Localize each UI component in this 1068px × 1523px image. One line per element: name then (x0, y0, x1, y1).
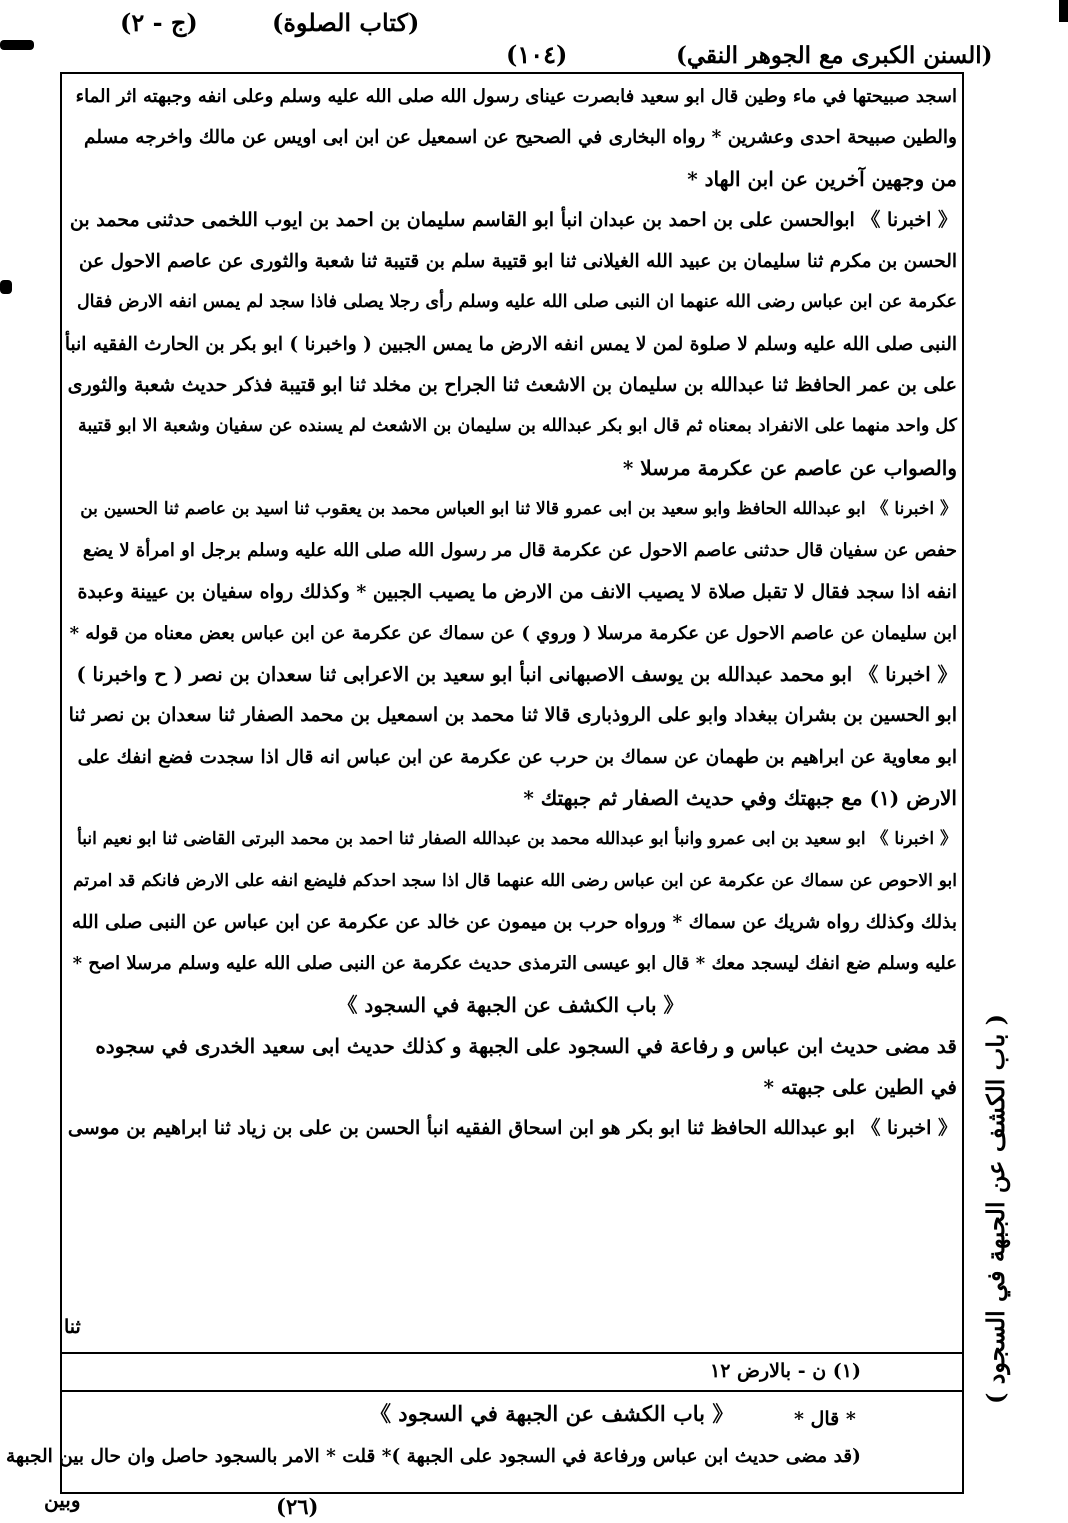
main-text (64, 76, 957, 1150)
margin-title: ( باب الكشف عن الجبهة في السجود ) (981, 1014, 1010, 1404)
text-line: من وجهين آخرين عن ابن الهاد * (687, 166, 957, 191)
text-line: النبى صلى الله عليه وسلم لا صلوة لمن لا يمس انفه الارض ما يمس الجبين ( واخبرنا ) ابو بكر بن الحارث الفقيه انبأ (64, 333, 957, 355)
text-line: على بن عمر الحافظ ثنا عبدالله بن سليمان بن الاشعث ثنا الجراح بن مخلد ثنا ابو قتيبة فذكر حديث شعبة والثورى (67, 374, 957, 397)
text-line: 《 اخبرنا 》 ابو سعيد بن ابى عمرو وانبأ ابو عبدالله محمد بن عبدالله الصفار ثنا احمد بن محمد البرتى القاضى ثنا ابو نعيم انبأ (77, 829, 957, 850)
footer-catchword: وبين (44, 1488, 81, 1512)
footnote-divider (60, 1352, 963, 1354)
text-line: انفه اذا سجد فقال لا تقبل صلاة لا يصيب الانف من الارض ما يصيب الجبين * وكذلك رواه سفيان بن عيينة وعبدة (77, 580, 957, 603)
text-line: ابو الحسين بن بشران ببغداد وابو على الروذبارى قالا ثنا محمد بن اسمعيل بن محمد الصفار ثنا سعدان بن نصر ثنا (68, 704, 957, 727)
text-line: عكرمة عن ابن عباس رضى الله عنهما ان النبى صلى الله عليه وسلم رأى رجلا يصلى فاذا سجد لم يمس انفه الارض فقال (76, 292, 957, 313)
text-line: ابن سليمان عن عاصم الاحول عن عكرمة مرسلا ( وروي ) عن سماك عن عكرمة عن ابن عباس بعض معناه من قوله * (69, 622, 957, 644)
header-chapter: (كتاب الصلوة) (272, 8, 420, 37)
commentary-line: (قد مضى حديث ابن عباس ورفاعة في السجود على الجبهة )* قلت * الامر بالسجود حاصل وان حال بين الجبهة (6, 1446, 861, 1467)
header-page-number: (١٠٤) (506, 40, 568, 69)
footer-page-number: (٢٦) (276, 1494, 319, 1519)
text-line: 《 اخبرنا 》 ابوالحسن على بن احمد بن عبدان انبأ ابو القاسم سليمان بن احمد بن ايوب اللخمى حدثنى محمد بن (69, 208, 957, 231)
commentary-title: 《 باب الكشف عن الجبهة في السجود 》 (370, 1401, 734, 1426)
scan-mark (0, 280, 12, 294)
header-book-title: (السنن الكبرى مع الجوهر النقي) (676, 42, 993, 69)
header-volume: (ج - ٢) (120, 8, 198, 37)
text-line: قد مضى حديث ابن عباس و رفاعة في السجود على الجبهة و كذلك حديث ابى سعيد الخدرى في سجوده (95, 1033, 957, 1058)
text-line: الحسن بن مكرم ثنا سليمان بن عبيد الله الغيلانى ثنا ابو قتيبة سلم بن قتيبة ثنا شعبة والثورى عن عاصم الاحول عن (79, 251, 957, 273)
scan-mark (0, 40, 34, 50)
text-line: حفص عن سفيان قال حدثنى عاصم الاحول عن عكرمة قال مر رسول الله صلى الله عليه وسلم برجل او امرأة لا يضع (82, 540, 957, 562)
commentary-divider (60, 1390, 963, 1392)
text-line: 《 اخبرنا 》 ابو عبدالله الحافظ وابو سعيد بن ابى عمرو قالا ثنا ابو العباس محمد بن يعقوب ثنا اسيد بن عاصم ثنا الحسين بن (80, 498, 957, 519)
chapter-heading: 《 باب الكشف عن الجبهة في السجود 》 (337, 992, 684, 1017)
text-line: والصواب عن عاصم عن عكرمة مرسلا * (622, 455, 957, 480)
text-line: اسجد صبيحتها في ماء وطين قال ابو سعيد فابصرت عيناى رسول الله صلى الله عليه وسلم وعلى انفه وجبهته اثر الماء (75, 86, 957, 107)
text-line: والطين صبيحة احدى وعشرين * رواه البخارى في الصحيح عن اسمعيل عن ابن ابى اويس عن مالك واخرجه مسلم (84, 127, 957, 149)
text-line: بذلك وكذلك رواه شريك عن سماك * ورواه حرب بن ميمون عن خالد عن عكرمة عن ابن عباس عن النبى صلى الله (71, 911, 957, 933)
text-line: ابو معاوية عن ابراهيم بن طهمان عن سماك بن حرب عن عكرمة عن ابن عباس انه قال اذا سجدت فضع انفك على (77, 746, 957, 768)
continuation-word: ثنا (64, 1316, 81, 1338)
text-line: كل واحد منهما على الانفراد بمعناه ثم قال ابو بكر عبدالله بن سليمان بن الاشعث لم يسنده عن سفيان وشعبة الا ابو قتيبة (77, 416, 957, 437)
commentary-qala: * قال * (794, 1408, 856, 1430)
scan-mark (1059, 0, 1068, 22)
text-line: 《 اخبرنا 》 ابو عبدالله الحافظ ثنا ابو بكر هو ابن اسحاق الفقيه انبأ الحسن بن على بن زياد ثنا ابراهيم بن موسى (67, 1117, 957, 1140)
text-line: في الطين على جبهته * (763, 1075, 957, 1100)
text-line: 《 اخبرنا 》 ابو محمد عبدالله بن يوسف الاصبهانى انبأ ابو سعيد بن الاعرابى ثنا سعدان بن نصر ( ح واخبرنا ) (76, 663, 957, 687)
footnote: (١) ن - بالارض ١٢ (710, 1360, 861, 1382)
text-line: الارض (١) مع جبهتك وفي حديث الصفار ثم جبهتك * (523, 786, 957, 811)
text-line: عليه وسلم ضع انفك ليسجد معك * قال ابو عيسى الترمذى حديث عكرمة عن النبى صلى الله عليه وسلم مرسلا اصح * (72, 953, 957, 975)
text-line: ابو الاحوص عن سماك عن عكرمة عن ابن عباس رضى الله عنهما قال اذا سجد احدكم فليضع انفه على الارض فانكم قد امرتم (73, 870, 957, 891)
